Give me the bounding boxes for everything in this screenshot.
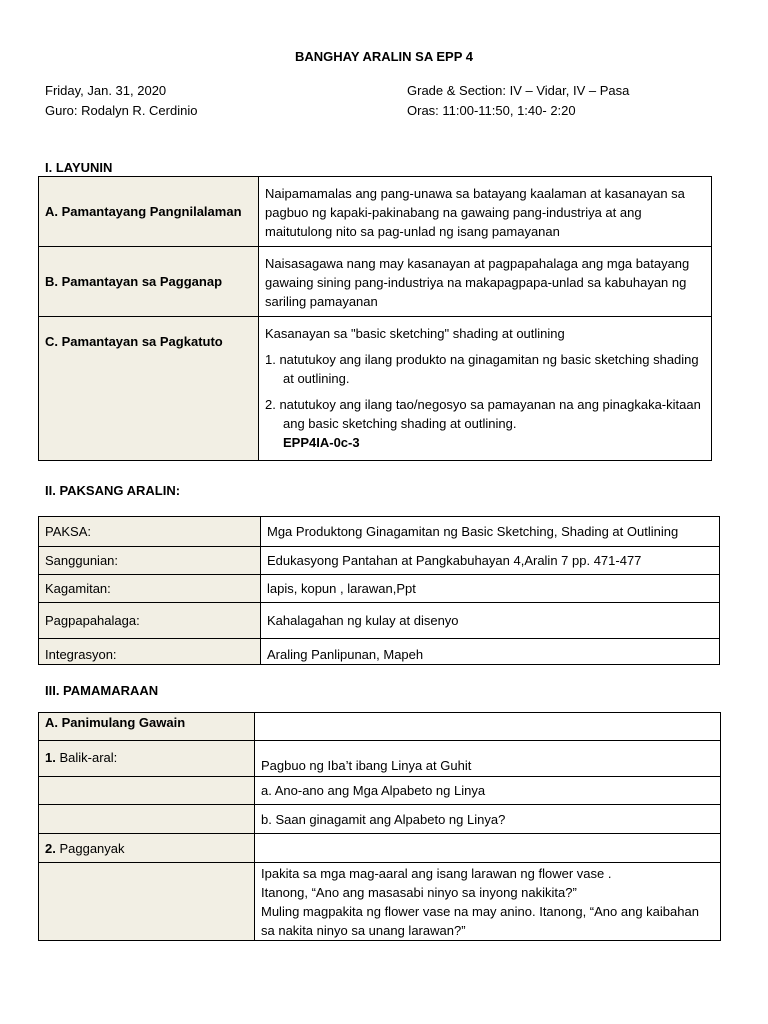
table-row	[39, 575, 720, 603]
table-row	[39, 777, 721, 805]
time-text: Oras: 11:00-11:50, 1:40- 2:20	[407, 103, 576, 118]
pagganyak-line: Itanong, “Ano ang masasabi ninyo sa inyong nakikita?”	[261, 885, 577, 900]
section-layunin-heading: I. LAYUNIN	[45, 160, 113, 175]
row-label: C. Pamantayan sa Pagkatuto	[39, 317, 259, 461]
pagganyak-line: Muling magpakita ng flower vase na may anino. Itanong, “Ano ang kaibahan sa nakita ninyo sa unang larawan?”	[261, 904, 699, 938]
table-row	[39, 863, 721, 941]
row-value: Kahalagahan ng kulay at disenyo	[261, 603, 720, 639]
row-label: Kagamitan:	[39, 575, 261, 603]
table-row	[39, 603, 720, 639]
section-pamamaraan-heading: III. PAMAMARAAN	[45, 683, 159, 698]
question-a: a. Ano-ano ang Mga Alpabeto ng Linya	[255, 777, 721, 805]
row-value: Mga Produktong Ginagamitan ng Basic Sketching, Shading at Outlining	[261, 517, 720, 547]
teacher-text: Guro: Rodalyn R. Cerdinio	[45, 103, 198, 118]
table-row	[39, 805, 721, 834]
panimula-label: A. Panimulang Gawain	[39, 713, 255, 741]
table-row	[39, 177, 712, 247]
table-row	[39, 247, 712, 317]
row-text: Naipamamalas ang pang-unawa sa batayang kaalaman at kasanayan sa pagbuo ng kapaki-pakinabang na gawaing pang-industriya at ang maitutulong nito sa pag-unlad ng isang pamayanan	[265, 186, 685, 239]
date-text: Friday, Jan. 31, 2020	[45, 83, 167, 98]
row-label: PAKSA:	[39, 517, 261, 547]
row-value: lapis, kopun , larawan,Ppt	[261, 575, 720, 603]
table-row	[39, 639, 720, 665]
grade-section-text: Grade & Section: IV – Vidar, IV – Pasa	[407, 83, 630, 98]
table-row	[39, 547, 720, 575]
table-row	[39, 741, 721, 777]
row-value: Araling Panlipunan, Mapeh	[261, 639, 720, 665]
row-label: Sanggunian:	[39, 547, 261, 575]
row-label: Integrasyon:	[39, 639, 261, 665]
paksa-table	[38, 516, 720, 665]
skills-intro: Kasanayan sa "basic sketching" shading at outlining	[265, 326, 565, 341]
table-row	[39, 317, 712, 461]
pagganyak-line: Ipakita sa mga mag-aaral ang isang larawan ng flower vase .	[261, 866, 612, 881]
row-label: B. Pamantayan sa Pagganap	[39, 247, 259, 317]
table-row	[39, 713, 721, 741]
row-label: A. Pamantayang Pangnilalaman	[39, 177, 259, 247]
layunin-table	[38, 176, 712, 461]
row-text: Naisasagawa nang may kasanayan at pagpapahalaga ang mga batayang gawaing sining pang-industriya na makapagpapa-unlad sa kabuhayan ng sariling pamayanan	[265, 256, 690, 309]
objective-item: 1. natutukoy ang ilang produkto na ginagamitan ng basic sketching shading at outlining.	[265, 352, 699, 386]
table-row	[39, 517, 720, 547]
pagganyak-label: 2. Pagganyak	[39, 834, 255, 863]
question-b: b. Saan ginagamit ang Alpabeto ng Linya?	[255, 805, 721, 834]
table-row	[39, 834, 721, 863]
balik-aral-value: Pagbuo ng Iba’t ibang Linya at Guhit	[255, 741, 721, 777]
header-right	[407, 81, 629, 121]
row-label: Pagpapahalaga:	[39, 603, 261, 639]
row-value: Edukasyong Pantahan at Pangkabuhayan 4,Aralin 7 pp. 471-477	[261, 547, 720, 575]
header-left	[45, 81, 197, 121]
document-title: BANGHAY ARALIN SA EPP 4	[295, 49, 473, 64]
competency-code: EPP4IA-0c-3	[283, 435, 360, 450]
objective-item: 2. natutukoy ang ilang tao/negosyo sa pamayanan na ang pinagkaka-kitaan ang basic sketching shading at outlining.	[265, 397, 701, 431]
section-paksa-heading: II. PAKSANG ARALIN:	[45, 483, 181, 498]
balik-aral-label: 1. Balik-aral:	[39, 741, 255, 777]
pamamaraan-table	[38, 712, 721, 941]
